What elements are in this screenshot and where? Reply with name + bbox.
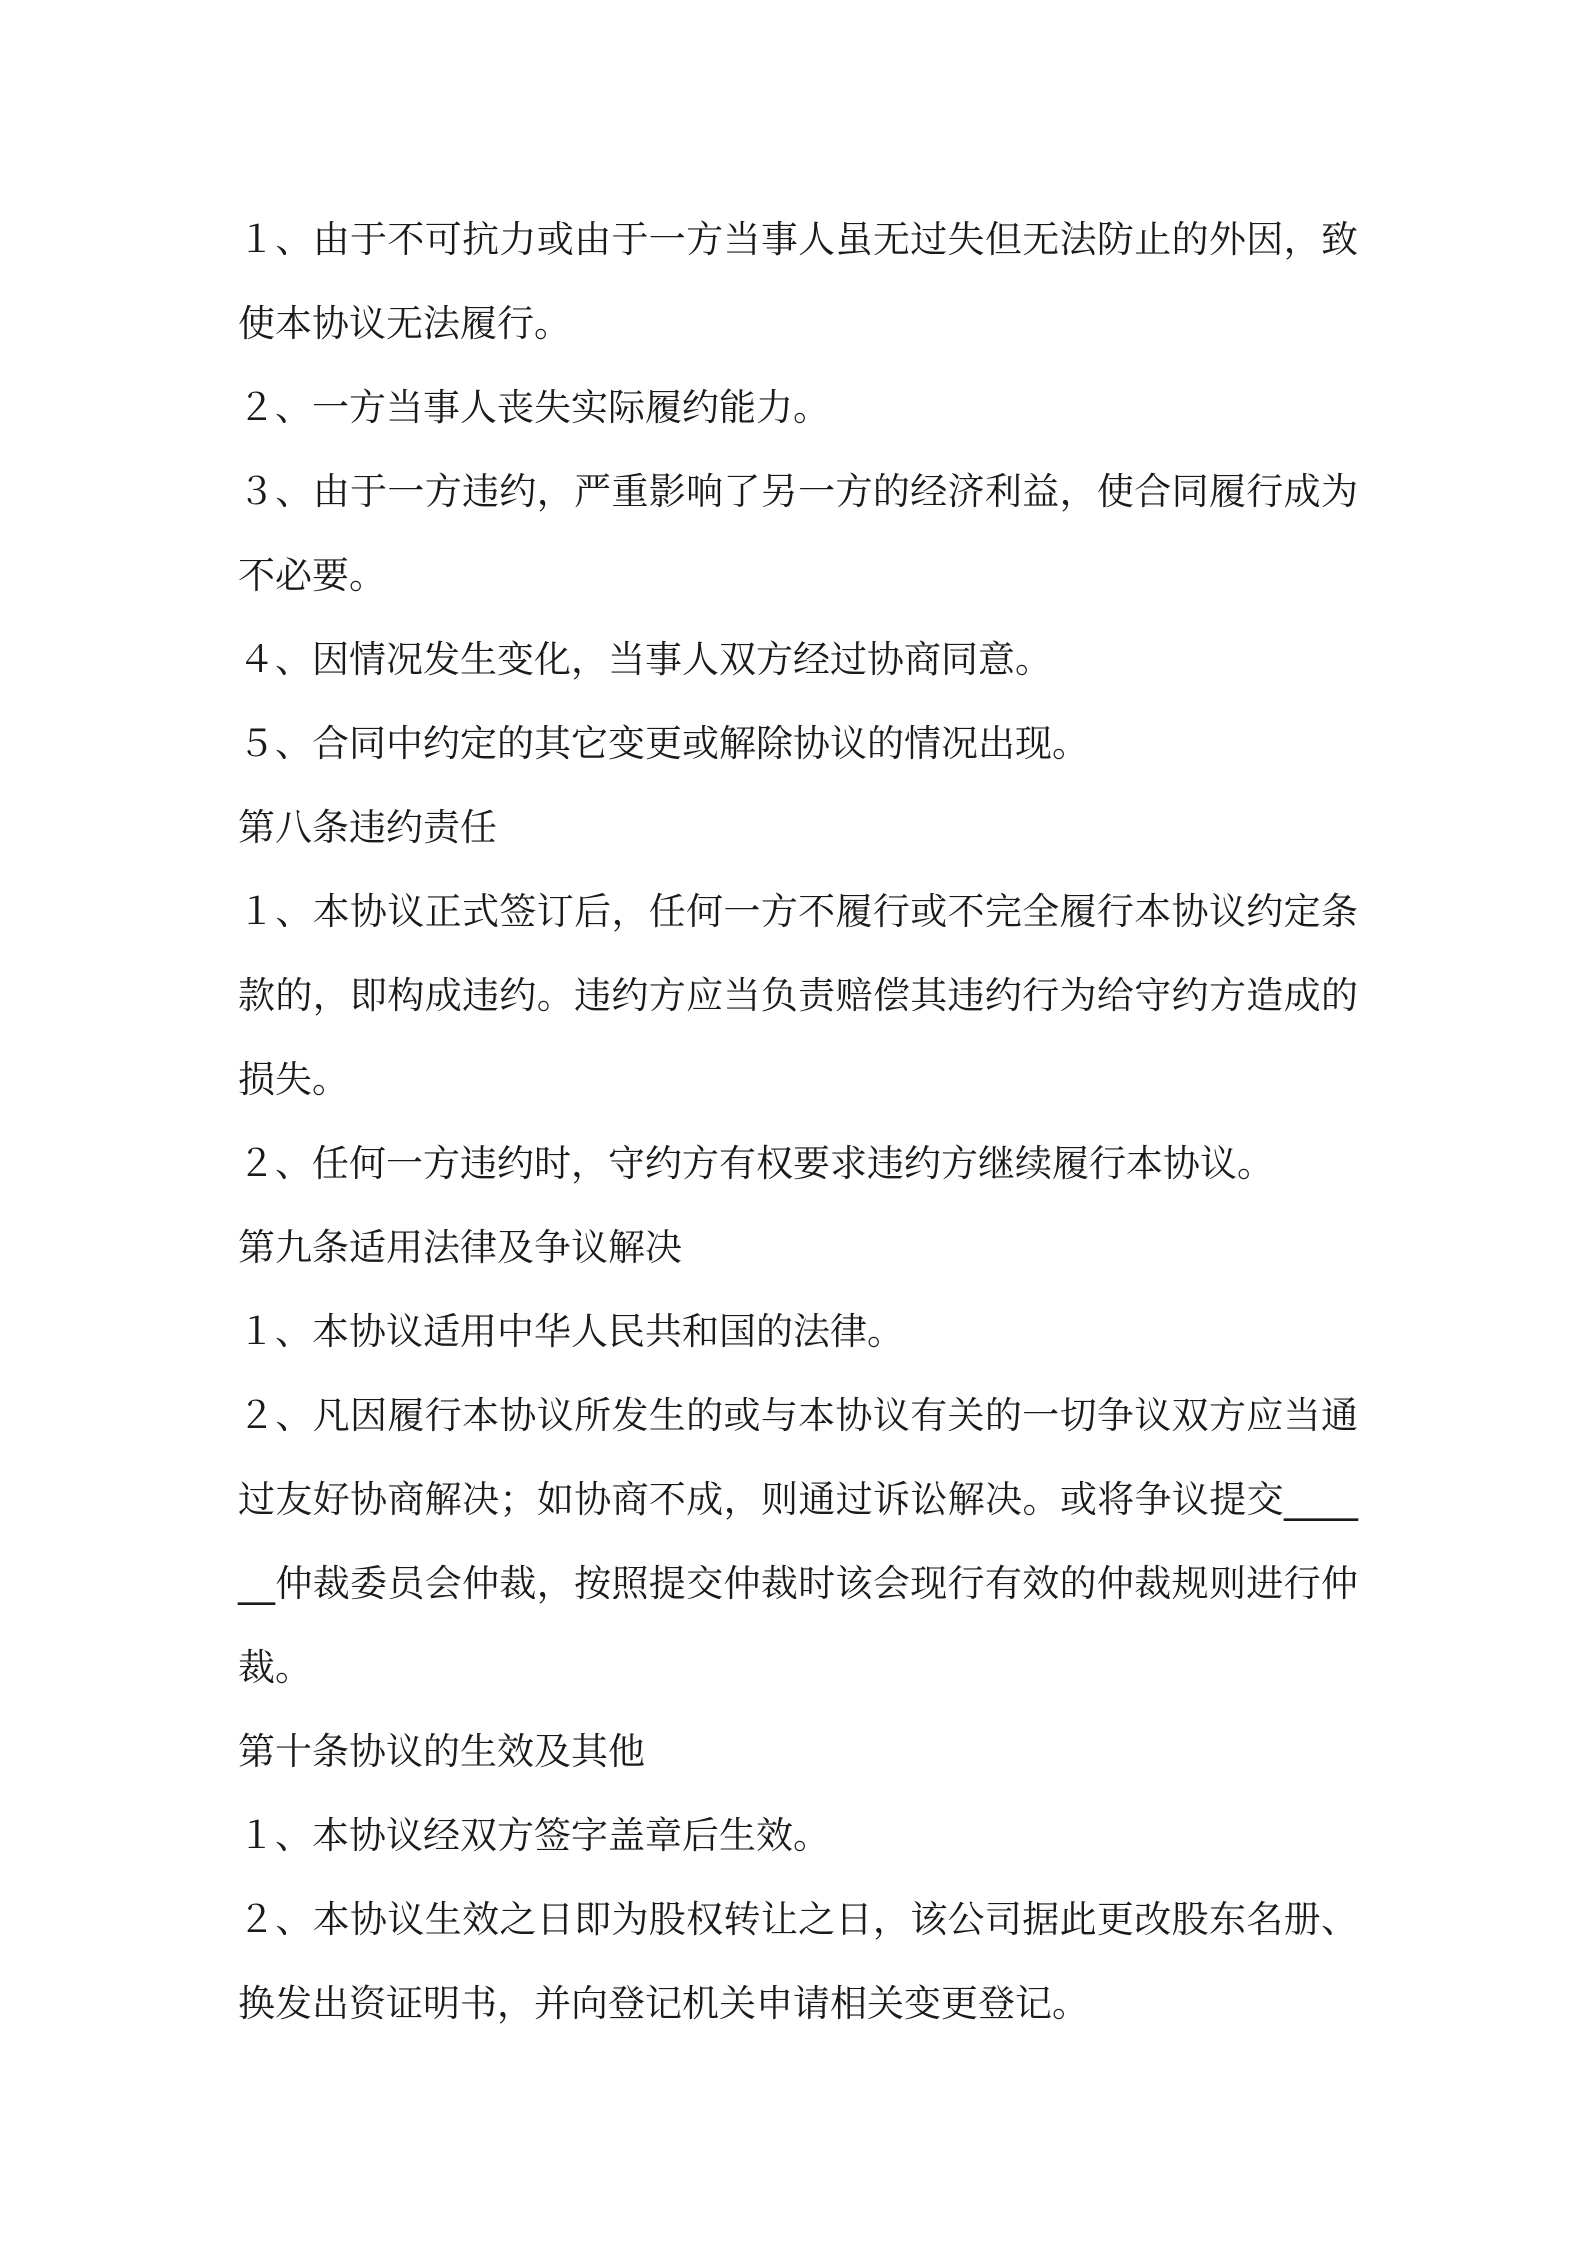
clause-item: １、由于不可抗力或由于一方当事人虽无过失但无法防止的外因，致使本协议无法履行。	[238, 218, 1358, 345]
clause-item: ４、因情况发生变化，当事人双方经过协商同意。	[238, 638, 1052, 681]
clause-item: １、本协议适用中华人民共和国的法律。	[238, 1310, 904, 1353]
clause-item: ２、一方当事人丧失实际履约能力。	[238, 386, 830, 429]
clause-item: ３、由于一方违约，严重影响了另一方的经济利益，使合同履行成为不必要。	[238, 470, 1358, 597]
document-body	[238, 198, 1358, 2046]
clause-item: １、本协议经双方签字盖章后生效。	[238, 1814, 830, 1857]
article-heading: 第十条协议的生效及其他	[238, 1730, 645, 1773]
clause-item: ５、合同中约定的其它变更或解除协议的情况出现。	[238, 722, 1089, 765]
article-heading: 第九条适用法律及争议解决	[238, 1226, 682, 1269]
clause-item: ２、任何一方违约时，守约方有权要求违约方继续履行本协议。	[238, 1142, 1274, 1185]
article-heading: 第八条违约责任	[238, 806, 497, 849]
clause-item: ２、本协议生效之日即为股权转让之日，该公司据此更改股东名册、换发出资证明书，并向登记机关申请相关变更登记。	[238, 1898, 1358, 2025]
clause-item: １、本协议正式签订后，任何一方不履行或不完全履行本协议约定条款的，即构成违约。违约方应当负责赔偿其违约行为给守约方造成的损失。	[238, 890, 1358, 1101]
clause-item: ２、凡因履行本协议所发生的或与本协议有关的一切争议双方应当通过友好协商解决；如协商不成，则通过诉讼解决。或将争议提交______仲裁委员会仲裁，按照提交仲裁时该会现行有效的仲裁规则进行仲裁。	[238, 1394, 1358, 1689]
